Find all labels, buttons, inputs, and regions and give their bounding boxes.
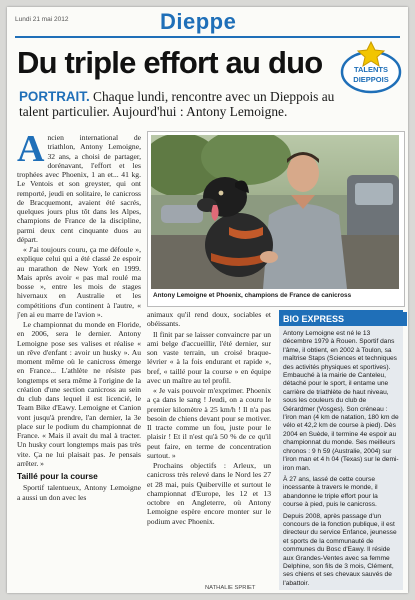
article-paragraph: Le championnat du monde en Floride, en 2006, sera le dernier. Antony Lemoigne pose ses valises et réalise « un rêve d'enfant : avoir un husky ». Au moment même où le canicross émerge en France... L'athlète ne résiste pas longtemps et sera même à l'origine de la création d'une section canicross au sein du club dans lequel il est licencié, le Team Bike d'Eawy. Lemoigne et Canion vont jusqu'à prendre, l'an dernier, la 3e place sur le podium du championnat de France. « Mais il avait du mal à tracter. Un husky court longtemps mais pas très vite. Ça ne lui plaisait pas. Je pensais arrêter. » <box>17 320 141 468</box>
article-paragraph: Sportif talentueux, Antony Lemoigne a aussi un don avec les <box>17 483 141 502</box>
page-header <box>15 9 400 38</box>
section-title: Dieppe <box>160 9 237 34</box>
article-paragraph: « Je vais pouvoir m'exprimer. Phoenix a ça dans le sang ! Jeudi, on a couru le premier kilomètre à 25 km/h ! Il n'a pas besoin de chiens devant pour se motiver. Il tracte comme un fou, juste pour le plaisir ! Et il n'est qu'à 50 % de ce qu'il peut faire, en terme de concentration surtout. » <box>147 386 271 460</box>
logo-bottom-text: DIEPPOIS <box>353 75 389 84</box>
article-photo <box>147 131 405 307</box>
photo-caption: Antony Lemoigne et Phoenix, champions de France de canicross <box>153 292 352 299</box>
bio-express-body <box>283 330 399 586</box>
article-paragraph: Prochains objectifs : Arleux, un canicross très relevé dans le Nord les 27 et 28 mai, puis Quiberville et surtout le championnat d'Europe, les 12 et 13 octobre en Angleterre, où Antony Lemoigne espère encore monter sur le podium avec Phoenix. <box>147 461 271 526</box>
article-paragraph: Ancien international de triathlon, Antony Lemoigne, 32 ans, a choisi de partager, dorénavant, l'effort et les trophées avec Phoenix, 1 an et... 41 kg. Le Ventois et son greyster, qui ont remporté, jeudi en solitaire, le canicross de Bracquemont, avaient été sacrés, quelques jours plus tôt dans les Alpes, champions de France de la discipline, parmi deux cent cinquante duos au départ. <box>17 133 141 244</box>
dateline: Lundi 21 mai 2012 <box>15 16 69 23</box>
article-paragraph: Il finit par se laisser convaincre par un ami belge d'accueillir, l'été dernier, sur son vaste terrain, un croisé braque-lévrier « à la fois endurant et rapide », bref, « taillé pour la course » en équipe avec un maître au tel profil. <box>147 329 271 385</box>
article-paragraph: animaux qu'il rend doux, sociables et obéissants. <box>147 310 271 329</box>
bio-paragraph: À 27 ans, lassé de cette course incessante à travers le monde, il abandonne le triple effort pour la course à pied, puis le canicross. <box>283 475 378 509</box>
newspaper-page <box>7 7 408 593</box>
headline: Du triple effort au duo <box>17 45 323 80</box>
article-column-1 <box>17 133 141 588</box>
intro-standfirst <box>19 89 339 119</box>
bio-paragraph: Depuis 2008, après passage d'un concours de la fonction publique, il est directeur du service Enfance, jeunesse et sports de la communauté de communes du Bosc d'Eawy. Il réside aux Grandes-Ventes avec sa femme Delphine, son fils de 3 mois, Clément, ses chiens et ses chevaux sauvés de l'abattoir. <box>283 512 397 586</box>
intro-kicker: PORTRAIT. <box>19 89 90 104</box>
article-subhead: Taillé pour la course <box>17 471 98 481</box>
bio-express-title: BIO EXPRESS <box>279 312 407 326</box>
bio-express-box <box>279 310 403 590</box>
article-column-2 <box>147 310 271 580</box>
bio-paragraph: Antony Lemoigne est né le 13 décembre 1979 à Rouen. Sportif dans l'âme, il obtient, en 2002 à Toulon, sa maîtrise Staps (Sciences et techniques des activités physiques et sportives). Embauché à la mairie de Canteleu, détaché pour le sport, il entame une carrière de triathlète de haut niveau, sous les couleurs du club de Gérardmer (Vosges). Son créneau : l'iron man (4 km de natation, 180 km de vélo et 42,2 km de course à pied). Dès 2004 en Suède, il termine 4e espoir au championnat du monde. Ses meilleurs chronos : 9 h 59 (Australie, 2004) sur l'iron man et 4 h 04 (Texas) sur le demi-iron man. <box>283 330 399 472</box>
logo-top-text: TALENTS <box>353 65 389 74</box>
drop-cap: A <box>17 133 45 170</box>
article-paragraph: « J'ai toujours couru, ça me défoule », explique celui qui a été classé 2e espoir au marathon de New York en 1999. Mais après avoir « pas mal roulé ma bosse », entre les mois de stages hivernaux en Australie et les compétitions d'un continent à l'autre, « j'en ai eu marre de l'avion ». <box>17 245 141 319</box>
photo-illustration <box>151 135 399 289</box>
intro-text: Chaque lundi, rencontre avec un Dieppois au talent particulier. Aujourd'hui : Antony Lemoigne. <box>19 89 335 119</box>
byline: NATHALIE SPRIET <box>205 585 256 591</box>
talents-dieppois-logo <box>340 39 402 97</box>
